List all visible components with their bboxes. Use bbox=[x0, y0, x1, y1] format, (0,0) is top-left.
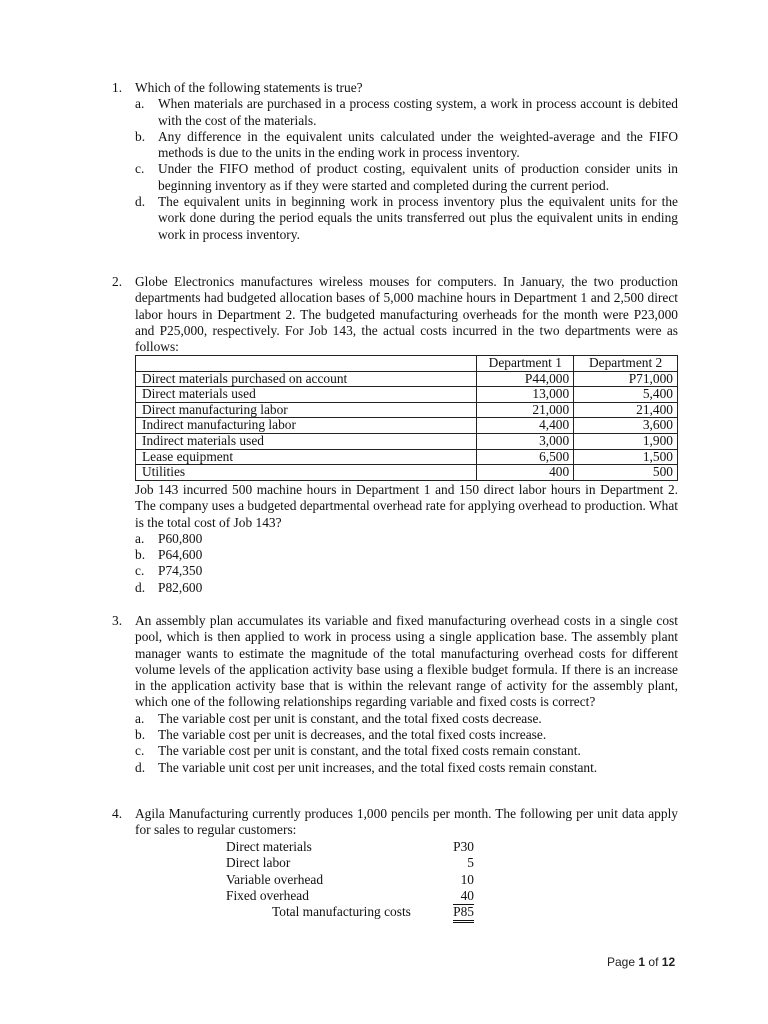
column-header: Department 2 bbox=[574, 356, 678, 372]
answer-options bbox=[135, 96, 678, 243]
question-number: 1. bbox=[112, 80, 123, 95]
question-1 bbox=[112, 80, 678, 243]
answer-option-a: a. The variable cost per unit is constant, and the total fixed costs decrease. bbox=[135, 710, 542, 726]
table-row: Direct manufacturing labor 21,000 21,400 bbox=[136, 402, 678, 418]
answer-option-a: a. When materials are purchased in a process costing system, a work in process account is debited with the cost of the materials. bbox=[135, 96, 678, 128]
table-row: Indirect manufacturing labor 4,400 3,600 bbox=[136, 418, 678, 434]
table-row: Direct materials purchased on account P44,000 P71,000 bbox=[136, 371, 678, 387]
answer-option-b: b. P64,600 bbox=[135, 547, 203, 563]
question-number: 3. bbox=[112, 613, 123, 628]
question-3 bbox=[112, 613, 678, 776]
question-number: 4. bbox=[112, 806, 123, 821]
answer-option-c: c. P74,350 bbox=[135, 563, 203, 579]
table-header-row bbox=[136, 356, 678, 372]
table-row: Utilities 400 500 bbox=[136, 465, 678, 481]
answer-option-a: a. P60,800 bbox=[135, 530, 203, 546]
answer-option-d: d. P82,600 bbox=[135, 579, 203, 595]
question-stem: Agila Manufacturing currently produces 1,000 pencils per month. The following per unit data apply for sales to regular customers: bbox=[135, 806, 678, 838]
table-row: Direct materials used 13,000 5,400 bbox=[136, 387, 678, 403]
answer-option-b: b. The variable cost per unit is decreases, and the total fixed costs increase. bbox=[135, 727, 547, 743]
table-row: Indirect materials used 3,000 1,900 bbox=[136, 433, 678, 449]
question-2 bbox=[112, 274, 678, 355]
column-header: Department 1 bbox=[477, 356, 574, 372]
question-stem: An assembly plan accumulates its variable and fixed manufacturing overhead costs in a single cost pool, which is then applied to work in process using a single application base. The assembly plant manager wants to estimate the magnitude of the total manufacturing overhead costs for different volume levels of the application activity base using a flexible budget formula. If there is an increase in the application activity base that is within the relevant range of activity for the assembly plant, which one of the following relationships regarding variable and fixed costs is correct? bbox=[135, 613, 678, 710]
schedule-row: Fixed overhead 40 bbox=[226, 888, 476, 904]
schedule-total-row: Total manufacturing costs P85 bbox=[226, 904, 476, 920]
table-row: Lease equipment 6,500 1,500 bbox=[136, 449, 678, 465]
schedule-row: Direct materials P30 bbox=[226, 839, 474, 854]
schedule-row: Variable overhead 10 bbox=[226, 871, 474, 887]
current-page: 1 bbox=[638, 955, 646, 969]
page-indicator: Page 1 of 12 bbox=[607, 955, 676, 969]
answer-option-c: c. Under the FIFO method of product costing, equivalent units of production consider units in beginning inventory as if they were started and completed during the current period. bbox=[135, 161, 678, 193]
answer-options bbox=[135, 531, 678, 596]
question-4 bbox=[112, 806, 678, 839]
question-number: 2. bbox=[112, 274, 123, 289]
department-costs-table bbox=[135, 355, 678, 481]
answer-option-d: d. The equivalent units in beginning work in process inventory plus the equivalent units for the work done during the period equals the units transferred out plus the equivalent units in ending work in process inventory. bbox=[135, 194, 678, 242]
question-followup: Job 143 incurred 500 machine hours in Department 1 and 150 direct labor hours in Department 2. The company uses a budgeted departmental overhead rate for applying overhead to production. What is the total cost of Job 143? bbox=[135, 482, 678, 530]
cost-schedule bbox=[226, 839, 476, 920]
answer-options bbox=[135, 711, 678, 776]
schedule-row: Direct labor 5 bbox=[226, 855, 474, 871]
total-pages: 12 bbox=[661, 955, 676, 969]
answer-option-b: b. Any difference in the equivalent units calculated under the weighted-average and the FIFO methods is due to the units in the ending work in process inventory. bbox=[135, 128, 678, 161]
question-2-followup bbox=[112, 482, 678, 596]
answer-option-c: c. The variable cost per unit is constant, and the total fixed costs remain constant. bbox=[135, 743, 581, 759]
question-stem: Which of the following statements is true? bbox=[135, 80, 363, 95]
question-stem: Globe Electronics manufactures wireless mouses for computers. In January, the two production departments had budgeted allocation bases of 5,000 machine hours in Department 1 and 2,500 direct labor hours in Department 2. The budgeted manufacturing overheads for the month were P23,000 and P25,000, respectively. For Job 143, the actual costs incurred in the two departments were as follows: bbox=[135, 274, 678, 355]
answer-option-d: d. The variable unit cost per unit increases, and the total fixed costs remain constant. bbox=[135, 759, 598, 775]
